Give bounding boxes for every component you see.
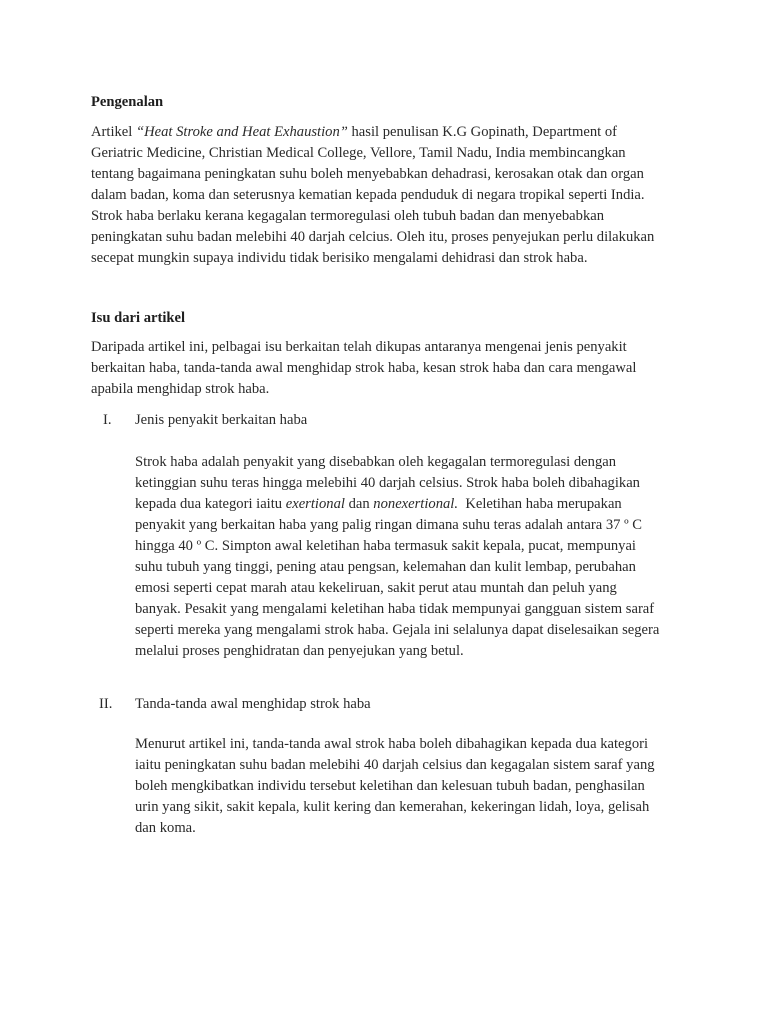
issues-paragraph bbox=[91, 337, 681, 400]
list-item-number-2: II. bbox=[99, 696, 113, 712]
item1-line-7: emosi seperti cepat marah atau kekeliruan, sakit perut atau muntah dan peluh yang bbox=[135, 580, 617, 596]
item1-line-3: kepada dua kategori iaitu exertional dan nonexertional. Keletihan haba merupakan bbox=[135, 496, 622, 512]
intro-line-6: peningkatan suhu badan melebihi 40 darjah celcius. Oleh itu, proses penyejukan perlu dilakukan bbox=[91, 229, 655, 245]
issues-line-1: Daripada artikel ini, pelbagai isu berkaitan telah dikupas antaranya mengenai jenis penyakit bbox=[91, 339, 627, 355]
item2-line-3: boleh mengkibatkan individu tersebut keletihan dan kelesuan tubuh badan, penghasilan bbox=[135, 778, 645, 794]
item1-line-8: banyak. Pesakit yang mengalami keletihan haba tidak mempunyai gangguan sistem saraf bbox=[135, 601, 655, 617]
item1-line-6: suhu tubuh yang tinggi, pening atau pengsan, kelemahan dan kulit lembap, perubahan bbox=[135, 559, 636, 575]
intro-paragraph bbox=[91, 122, 681, 269]
item1-line-9: seperti mereka yang mengalami strok haba. Gejala ini selalunya dapat diselesaikan segera bbox=[135, 622, 660, 638]
intro-line-5: Strok haba berlaku kerana kegagalan termoregulasi oleh tubuh badan dan menyebabkan bbox=[91, 208, 605, 224]
issues-line-2: berkaitan haba, tanda-tanda awal menghidap strok haba, kesan strok haba dan cara mengawal bbox=[91, 360, 637, 376]
item2-line-5: dan koma. bbox=[135, 820, 196, 836]
intro-line-7: secepat mungkin supaya individu tidak berisiko mengalami dehidrasi dan strok haba. bbox=[91, 250, 588, 266]
issues-line-3: apabila menghidap strok haba. bbox=[91, 381, 270, 397]
intro-line-2: Geriatric Medicine, Christian Medical College, Vellore, Tamil Nadu, India membincangkan bbox=[91, 145, 626, 161]
item1-line-5: hingga 40 º C. Simpton awal keletihan haba termasuk sakit kepala, pucat, mempunyai bbox=[135, 538, 636, 554]
item1-line-4: penyakit yang berkaitan haba yang palig ringan dimana suhu teras adalah antara 37 º C bbox=[135, 517, 643, 533]
list-item-number-1: I. bbox=[103, 412, 112, 428]
item2-line-4: urin yang sikit, sakit kepala, kulit kering dan kemerahan, kekeringan lidah, loya, gelisah bbox=[135, 799, 650, 815]
list-item-title-1: Jenis penyakit berkaitan haba bbox=[135, 412, 308, 428]
item2-line-2: iaitu peningkatan suhu badan melebihi 40 darjah celsius dan kegagalan sistem saraf yang bbox=[135, 757, 655, 773]
section-heading-issues: Isu dari artikel bbox=[91, 310, 186, 326]
section-heading-intro: Pengenalan bbox=[91, 94, 164, 110]
item1-line-1: Strok haba adalah penyakit yang disebabkan oleh kegagalan termoregulasi dengan bbox=[135, 454, 617, 470]
item2-line-1: Menurut artikel ini, tanda-tanda awal strok haba boleh dibahagikan kepada dua kategori bbox=[135, 736, 649, 752]
item1-line-2: ketinggian suhu teras hingga melebihi 40 darjah celsius. Strok haba boleh dibahagikan bbox=[135, 475, 640, 491]
list-item-title-2: Tanda-tanda awal menghidap strok haba bbox=[135, 696, 371, 712]
item1-line-10: melalui proses penghidratan dan penyejukan yang betul. bbox=[135, 643, 464, 659]
intro-line-3: tentang bagaimana peningkatan suhu boleh menyebabkan dehadrasi, kerosakan otak dan organ bbox=[91, 166, 644, 182]
intro-line-1: Artikel “Heat Stroke and Heat Exhaustion” hasil penulisan K.G Gopinath, Department of bbox=[91, 124, 617, 140]
item2-paragraph bbox=[135, 734, 695, 839]
intro-line-4: dalam badan, koma dan seterusnya kematian kepada penduduk di negara tropikal seperti India. bbox=[91, 187, 645, 203]
item1-paragraph bbox=[135, 452, 695, 662]
